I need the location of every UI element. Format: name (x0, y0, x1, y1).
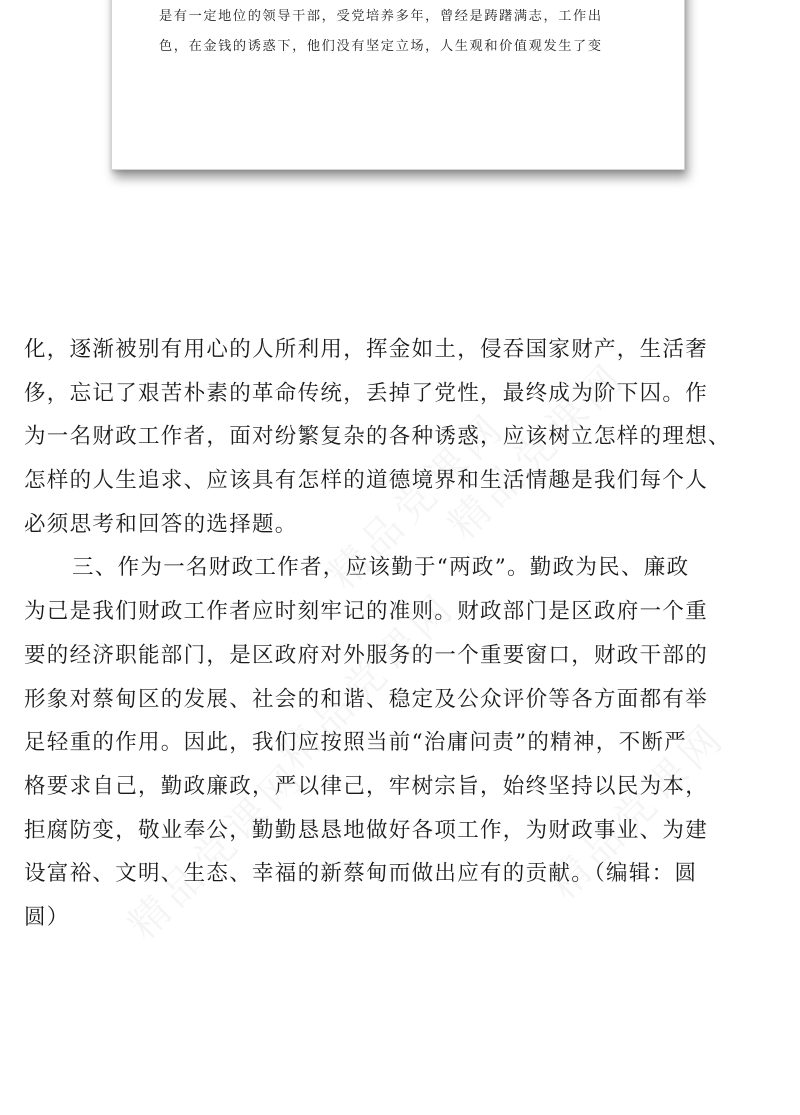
body-line: 化，逐渐被别有用心的人所利用，挥金如土，侵吞国家财产，生活奢 (24, 337, 709, 362)
body-line: 为己是我们财政工作者应时刻牢记的准则。财政部门是区政府一个重 (24, 599, 709, 625)
body-line: 拒腐防变，敬业奉公，勤勤恳恳地做好各项工作，为财政事业、为建 (24, 817, 709, 843)
document-body (24, 328, 784, 940)
body-line: 形象对蔡甸区的发展、社会的和谐、稳定及公众评价等各方面都有举 (24, 686, 709, 712)
body-line: 格要求自己，勤政廉政，严以律己，牢树宗旨，始终坚持以民为本， (24, 773, 709, 799)
body-line: 为一名财政工作者，面对纷繁复杂的各种诱惑，应该树立怎样的理想、 (24, 424, 731, 450)
body-line: 要的经济职能部门，是区政府对外服务的一个重要窗口，财政干部的 (24, 642, 709, 668)
section-heading-line: 三、作为一名财政工作者，应该勤于“两政”。勤政为民、廉政 (72, 555, 690, 581)
previous-page-card (111, 0, 685, 170)
previous-page-line-2: 色，在金钱的诱惑下，他们没有坚定立场，人生观和价值观发生了变 (159, 39, 603, 54)
body-line: 设富裕、文明、生态、幸福的新蔡甸而做出应有的贡献。（编辑：圆 (24, 861, 698, 887)
body-line: 足轻重的作用。因此，我们应按照当前“治庸问责”的精神，不断严 (24, 730, 687, 756)
body-line: 怎样的人生追求、应该具有怎样的道德境界和生活情趣是我们每个人 (24, 468, 709, 494)
previous-page-line-1: 是有一定地位的领导干部，受党培养多年，曾经是踌躇满志，工作出 (159, 9, 603, 24)
body-line: 圆） (24, 904, 70, 930)
body-line: 必须思考和回答的选择题。 (24, 511, 298, 537)
body-line: 侈，忘记了艰苦朴素的革命传统，丢掉了党性，最终成为阶下囚。作 (24, 380, 709, 406)
